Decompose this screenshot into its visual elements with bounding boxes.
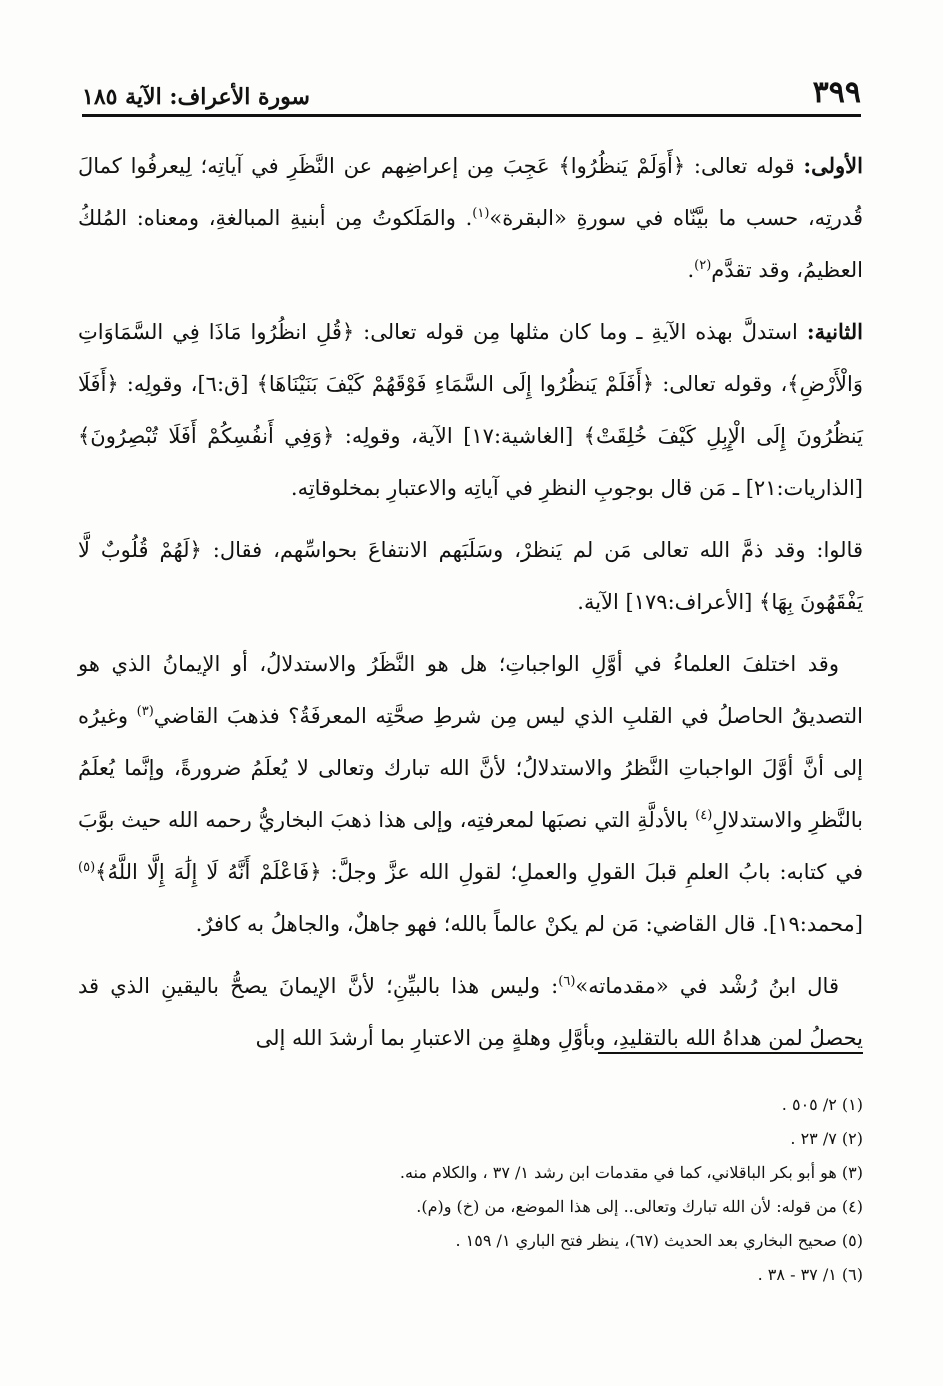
paragraph-text: . والمَلَكوتُ مِن أبنيةِ المبالغةِ، ومعناه: المُلكُ العظيمُ، وقد تقدَّم <box>78 206 863 282</box>
paragraph-ikhtilaf <box>78 638 863 950</box>
paragraph-second <box>78 306 863 514</box>
footnote-ref: (٣) <box>136 704 154 719</box>
running-title: سورة الأعراف: الآية ١٨٥ <box>82 84 310 110</box>
paragraph-lead: الثانية: <box>806 319 863 344</box>
paragraph-text: : وليس هذا بالبيِّنِ؛ لأنَّ الإيمانَ يصحُّ باليقينِ الذي قد يحصلُ لمن هداهُ الله بالتقليدِ، وبأوَّلِ وهلةٍ مِن الاعتبارِ بما أرشدَ الله إلى <box>78 974 863 1050</box>
footnote-ref: (٥) <box>78 860 96 875</box>
footnote: (٦) ١/ ٣٧ - ٣٨ . <box>757 1265 863 1284</box>
paragraph-ibn-rushd <box>78 960 863 1064</box>
paragraph-text: بالأدلَّةِ التي نصبَها لمعرفتِه، وإلى هذا ذهبَ البخاريُّ رحمه الله حيث بوَّبَ في كتابه: بابُ العلمِ قبلَ القولِ والعملِ؛ لقولِ الله عزَّ وجلَّ: ﴿فَاعْلَمْ أَنَّهُ لَا إِلَٰهَ إِلَّا اللَّهُ﴾ <box>78 808 863 884</box>
footnote: (١) ٢/ ٥٠٥ . <box>781 1095 863 1114</box>
paragraph-text: وغيرُه إلى أنَّ أوَّلَ الواجباتِ النَّظرُ والاستدلالُ؛ لأنَّ الله تبارك وتعالى لا يُعلَمُ ضرورةً، وإنَّما يُعلَمُ بالنَّظرِ والاستدلالِ <box>78 704 863 832</box>
footnote: (٢) ٧/ ٢٣ . <box>790 1129 863 1148</box>
footnote: (٣) هو أبو بكر الباقلاني، كما في مقدمات ابن رشد ١/ ٣٧ ، والكلام منه. <box>399 1163 863 1182</box>
page-number: ٣٩٩ <box>812 75 861 110</box>
paragraph-lead: الأولى: <box>803 153 863 178</box>
footnotes <box>80 1088 863 1292</box>
main-text <box>78 140 863 1074</box>
page-header <box>82 64 861 117</box>
paragraph-text: قوله تعالى: ﴿أَوَلَمْ يَنظُرُوا﴾ عَجِبَ مِن إعراضِهم عن النَّظَرِ في آياتِه؛ لِيعرفُوا كمالَ قُدرتِه، حسب ما بيَّنّاه في سورةِ «البقرة» <box>78 154 863 230</box>
footnote: (٤) من قوله: لأن الله تبارك وتعالى.. إلى هذا الموضع، من (خ) و(م). <box>416 1197 863 1216</box>
paragraph-text: قال ابنُ رُشْد في «مقدماته» <box>575 974 839 998</box>
footnote: (٥) صحيح البخاري بعد الحديث (٦٧)، ينظر فتح الباري ١/ ١٥٩ . <box>455 1231 863 1250</box>
paragraph-text: استدلَّ بهذه الآيةِ ـ وما كان مثلها مِن قوله تعالى: ﴿قُلِ انظُرُوا مَاذَا فِي السَّمَاوَاتِ وَالْأَرْضِ﴾، وقوله تعالى: ﴿أَفَلَمْ يَنظُرُوا إِلَى السَّمَاءِ فَوْقَهُمْ كَيْفَ بَنَيْنَاهَا﴾ [ق:٦]، وقولِه: ﴿أَفَلَا يَنظُرُونَ إِلَى الْإِبِلِ كَيْفَ خُلِقَتْ﴾ [الغاشية:١٧] الآية، وقولِه: ﴿وَفِي أَنفُسِكُمْ أَفَلَا تُبْصِرُونَ﴾ [الذاريات:٢١] ـ مَن قال بوجوبِ النظرِ في آياتِه والاعتبارِ بمخلوقاتِه. <box>78 320 864 500</box>
paragraph-text: [محمد:١٩]. قال القاضي: مَن لم يكنْ عالماً بالله؛ فهو جاهلٌ، والجاهلُ به كافرٌ. <box>195 912 863 936</box>
paragraph-first <box>78 140 863 296</box>
footnote-ref: (٢) <box>694 258 712 273</box>
footnote-ref: (١) <box>472 206 490 221</box>
footnote-divider <box>598 1052 863 1054</box>
footnote-ref: (٦) <box>558 974 576 989</box>
paragraph-text: وقد اختلفَ العلماءُ في أوَّلِ الواجباتِ؛ هل هو النَّظَرُ والاستدلالُ، أو الإيمانُ الذي هو التصديقُ الحاصلُ في القلبِ الذي ليس مِن شرطِ صحَّتِه المعرفَةُ؟ فذهبَ القاضي <box>78 652 863 728</box>
footnote-ref: (٤) <box>695 808 713 823</box>
paragraph-text: قالوا: وقد ذمَّ الله تعالى مَن لم يَنظرْ، وسَلَبَهم الانتفاعَ بحواسِّهم، فقال: ﴿لَهُمْ قُلُوبٌ لَّا يَفْقَهُونَ بِهَا﴾ [الأعراف:١٧٩] الآية. <box>78 538 863 614</box>
paragraph-text: . <box>687 258 695 282</box>
paragraph-qalu <box>78 524 863 628</box>
